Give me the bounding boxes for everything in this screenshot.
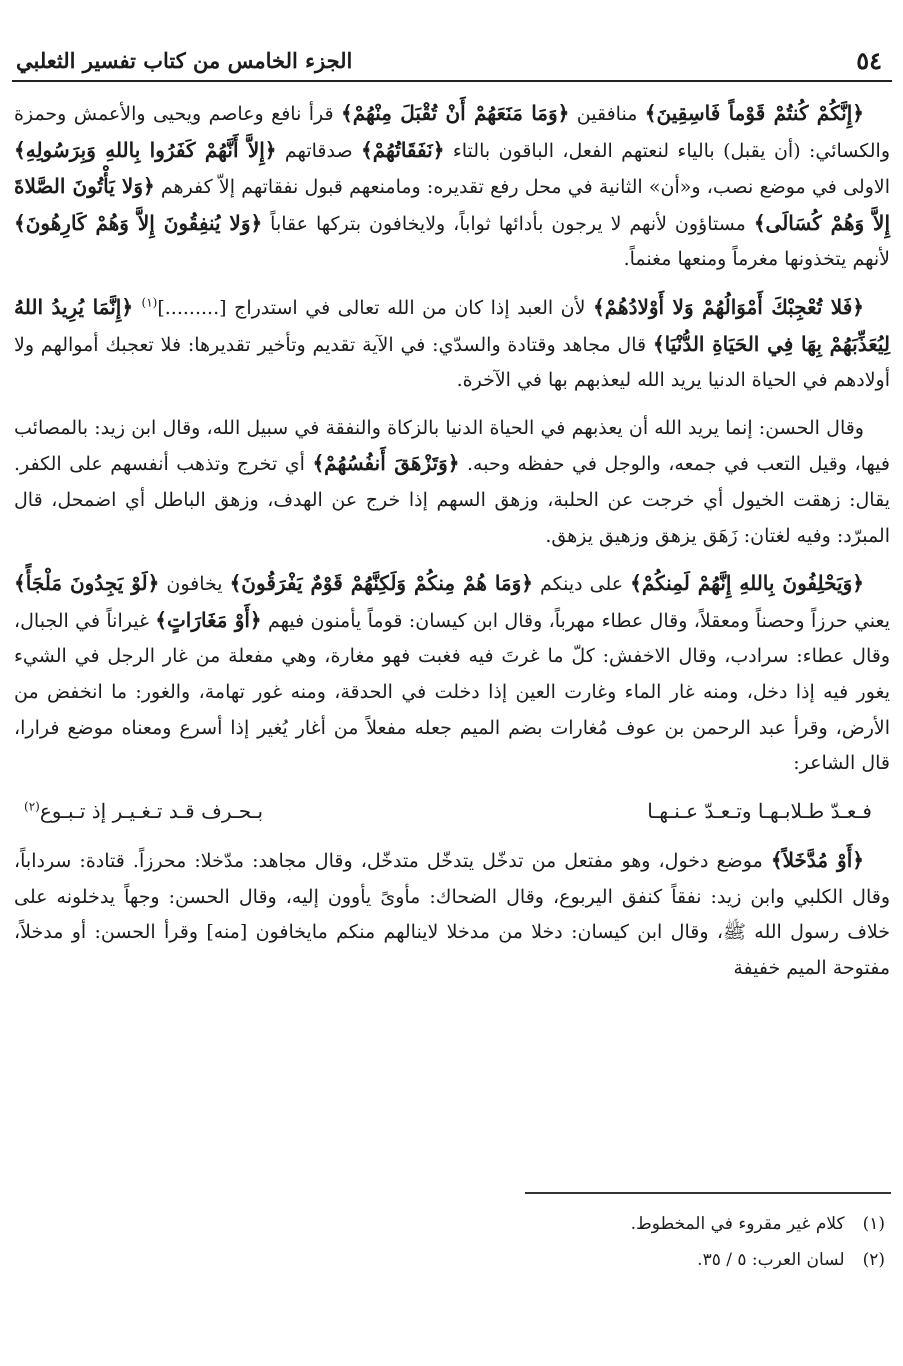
paragraph-4	[14, 566, 890, 782]
footnote-text: لسان العرب: ٥ / ٣٥.	[697, 1250, 845, 1270]
body-text: على دينكم	[533, 573, 631, 596]
body-text: الاولى في موضع نصب، و«أن» الثانية في محل رفع تقديره: ومامنعهم قبول نفقاتهم إلاّ كفرهم	[154, 176, 890, 199]
paragraph-2	[14, 290, 890, 399]
quran-quote: ﴿وَتَزْهَقَ أَنفُسُهُمْ﴾	[312, 451, 460, 476]
body-text: صدقاتهم	[276, 139, 361, 162]
body-text: وقال الحسن: إنما يريد الله أن يعذبهم في الحياة الدنيا بالزكاة والنفقة في سبيل الله، وقال ابن زيد: بالمصائب فيها، وقيل التعب في جمعه، والوجل في حفظه وحبه.	[14, 416, 891, 476]
body-text: قرأ نافع وعاصم ويحيى والأعمش وحمزة والكسائي: (أن يقبل) بالياء لنعتهم الفعل، الباقون بالتاء	[14, 103, 891, 162]
quran-quote: ﴿إِنَّمَا يُرِيدُ اللهُ لِيُعَذِّبَهُمْ بِهَا فِي الحَيَاةِ الدُّنْيَا﴾	[14, 294, 890, 356]
page-body	[8, 82, 896, 987]
verse-hemistich-left	[24, 794, 263, 830]
body-text: مستاؤون لأنهم لا يرجون بأدائها ثواباً، ولايخافون بتركها عقاباً	[262, 212, 754, 235]
paragraph-3	[14, 411, 890, 554]
footnote-number: (٢)	[862, 1250, 885, 1270]
quran-quote: ﴿أَوْ مُدَّخَلاً﴾	[770, 848, 864, 873]
quran-quote: ﴿لَوْ يَجِدُونَ مَلْجَأً﴾	[14, 571, 160, 596]
footnote-item	[631, 1206, 885, 1242]
body-text: لأنهم يتخذونها مغرماً ومنعها مغنماً.	[623, 248, 890, 271]
footnote-text: كلام غير مقروء في المخطوط.	[630, 1214, 845, 1234]
body-text: موضع دخول، وهو مفتعل من تدخّل يتدخّل متدخّل، وقال مجاهد: مدّخلا: محرزاً. قتادة: سرداباً، وقال الكلبي وابن زيد: نفقاً كنفق اليربوع، وقال الضحاك: مأوىً يأوون إليه، وقال الحسن: وجهاً يدخلونه على خلاف رسول الله ﷺ، وقال ابن كيسان: دخلا من مدخلا لاينالهم منكم مايخافون [منه] وقرأ الحسن: أو مدخلاً، مفتوحة الميم خفيفة	[14, 850, 890, 980]
quran-quote: ﴿إِنَّكُمْ كُنتُمْ قَوْماً فَاسِقِينَ﴾	[644, 101, 864, 125]
footnote-marker: (٢)	[24, 799, 40, 814]
footnote-divider	[525, 1192, 891, 1194]
page-header	[12, 38, 892, 82]
verse-hemistich-right: فـعـدّ طـلابـهـا وتـعـدّ عـنـهـا	[647, 798, 872, 823]
footnote-item	[631, 1242, 885, 1278]
quran-quote: ﴿وَيَحْلِفُونَ بِاللهِ إِنَّهُمْ لَمِنكُمْ﴾	[630, 571, 864, 596]
paragraph-1	[14, 96, 890, 278]
footnote-marker: (١)	[141, 295, 158, 310]
quran-quote: ﴿وَمَا مَنَعَهُمْ أَنْ تُقْبَلَ مِنْهُمْ﴾	[340, 101, 570, 125]
quran-quote: ﴿أَوْ مَغَارَاتٍ﴾	[155, 607, 262, 632]
body-text: غيراناً في الجبال، وقال عطاء: سرادب، وقال الاخفش: كلّ ما غرتَ فيه فغبت فهو مغارة، وهي مفعلة من غار الرجل في الشيء يغور فيه إذا دخل، ومنه غار الماء وغارت العين إذا دخلت في الحدقة، ومنه غور تهامة، والغور: ما انخفض من الأرض، وقرأ عبد الرحمن بن عوف مُغارات بضم الميم جعله مفعلاً من أغار يُغير إذا أسرع ومعناه موضع فرارا، قال الشاعر:	[14, 609, 890, 775]
page-number: ٥٤	[856, 46, 882, 75]
quran-quote: ﴿وَمَا هُمْ مِنكُمْ وَلَكِنَّهُمْ قَوْمٌ يَفْرَقُونَ﴾	[229, 571, 533, 596]
footnotes	[631, 1206, 885, 1278]
body-text: أي تخرج وتذهب أنفسهم على الكفر. يقال: زهقت الخيول أي خرجت عن الحلبة، وزهق السهم إذا خرج عن الهدف، وزهق الباطل أي اضمحل، قال المبرّد: وفيه لغتان: زَهَق يزهق وزهيق يزهق.	[14, 453, 890, 547]
body-text: لأن العبد إذا كان من الله تعالى في استدراج [.........]	[157, 296, 593, 319]
book-page	[8, 38, 896, 999]
quran-quote: ﴿وَلا يُنفِقُونَ إِلاَّ وَهُمْ كَارِهُونَ﴾	[14, 210, 263, 235]
quran-quote: ﴿إِلاَّ أَنَّهُمْ كَفَرُوا بِاللهِ وَبِرَسُولِهِ﴾	[14, 137, 277, 162]
quran-quote: ﴿وَلا يَأْتُونَ الصَّلاةَ إِلاَّ وَهُمْ كُسَالَى﴾	[14, 174, 891, 235]
quran-quote: ﴿نَفَقَاتُهُمْ﴾	[361, 137, 445, 162]
footnote-number: (١)	[862, 1214, 885, 1234]
body-text: قال مجاهد وقتادة والسدّي: في الآية تقديم وتأخير تقديرها: فلا تعجبك أموالهم ولا أولادهم في الحياة الدنيا يريد الله ليعذبهم بها في الآخرة.	[14, 333, 890, 392]
body-text: يعني حرزاً وحصناً ومعقلاً، وقال عطاء مهرباً، وقال ابن كيسان: قوماً يأمنون فيهم	[261, 609, 890, 632]
quran-quote: ﴿فَلا تُعْجِبْكَ أَمْوَالُهُمْ وَلا أَوْلادُهُمْ﴾	[593, 294, 864, 319]
verse-hemistich-left-text: بـحـرف قـد تـغـيـر إذ تـبـوع	[39, 798, 264, 823]
poetry-verse	[14, 794, 890, 830]
paragraph-5	[14, 843, 890, 986]
body-text: يخافون	[159, 573, 230, 596]
running-title: الجزء الخامس من كتاب تفسير الثعلبي	[16, 48, 353, 73]
body-text: منافقين	[569, 103, 645, 125]
